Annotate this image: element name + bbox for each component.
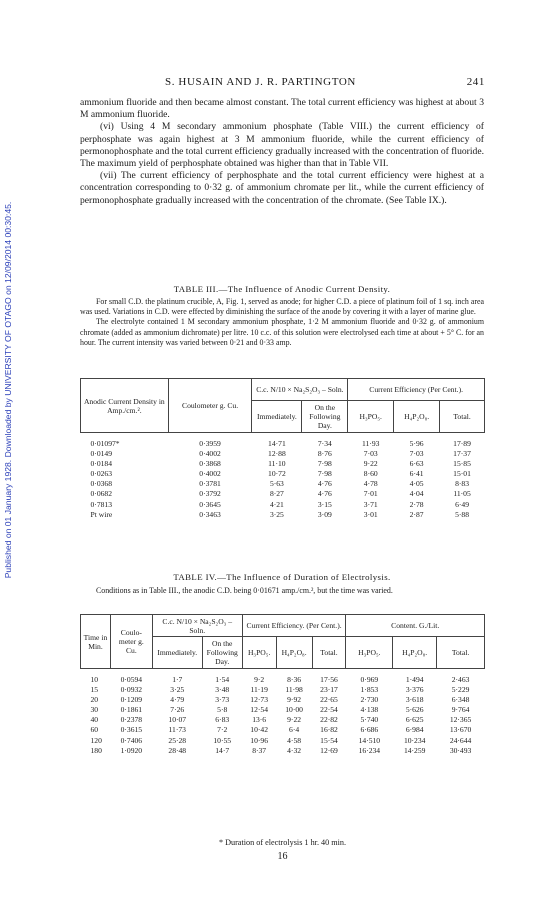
table-row (81, 500, 485, 510)
table-cell: 15·54 (320, 735, 338, 745)
table-row (81, 746, 485, 756)
table-cell: 25·28 (168, 735, 187, 745)
table-cell: 8·37 (252, 745, 267, 755)
table-cell: 5·8 (217, 705, 228, 715)
table-cell: 8·27 (269, 489, 284, 499)
table-row (81, 705, 485, 715)
table-row (81, 489, 485, 499)
table-3-caption: TABLE III.—The Influence of Anodic Current Density. (173, 284, 391, 294)
paragraph: (vii) The current efficiency of perphosphate and the total current efficiency were highest at a concentration corresponding to 0·32 g. of ammonium chromate per lit., while the current efficiency of permonophosphate gradually increased with the concentration of the chromate. (See Table IX.). (80, 170, 484, 206)
col-following-day: On the Following Day. (202, 637, 242, 669)
table-row (81, 685, 485, 695)
table-row (81, 736, 485, 746)
table-cell: 3·618 (405, 695, 424, 705)
table-cell: 16·82 (320, 725, 338, 735)
table-cell: 60 (90, 725, 99, 735)
table-cell: 2·78 (409, 499, 424, 509)
table-3-notes (80, 297, 484, 348)
table-3-note: The electrolyte contained 1 M secondary ammonium phosphate, 1·2 M ammonium fluoride and 0·32 g. of ammonium chromate (added as ammonium dichromate) per litre. 10 c.c. of this solution were electrolysed each time at about + 5° C. for an hour. The current intensity was varied between 0·21 and 0·33 amp. (80, 317, 484, 347)
table-cell: 8·76 (317, 449, 332, 459)
col-following-day: On the Following Day. (302, 401, 348, 433)
table-cell: 1·54 (215, 675, 230, 684)
table-cell: 4·76 (317, 479, 332, 489)
running-header-authors: S. HUSAIN AND J. R. PARTINGTON (165, 76, 356, 88)
table-4-notes (80, 586, 484, 596)
table-cell: 10·96 (250, 735, 269, 745)
table-row (81, 715, 485, 725)
table-cell: 14·71 (268, 439, 286, 448)
table-cell: 5·88 (455, 509, 469, 519)
table-cell: 8·36 (287, 675, 302, 684)
table-cell: 11·05 (453, 489, 471, 499)
table-cell: 0·3781 (199, 479, 221, 489)
table-cell: 22·65 (320, 695, 338, 705)
table-cell: 4·05 (409, 479, 424, 489)
table-cell: 7·98 (317, 459, 332, 469)
table-cell: 10·234 (403, 735, 426, 745)
table-cell: 120 (90, 735, 102, 745)
table-cell: 0·4002 (199, 449, 221, 459)
download-notice (2, 130, 14, 650)
table-row (81, 433, 485, 450)
table-cell: 3·25 (269, 509, 284, 519)
table-cell: 13·670 (449, 725, 472, 735)
table-cell: 4·32 (287, 745, 302, 755)
col-content: Content. G./Lit. (346, 615, 485, 637)
table-cell: 23·17 (320, 685, 338, 695)
table-cell: 9·22 (363, 459, 378, 469)
table-cell: 11·93 (362, 439, 380, 448)
table-cell: 3·376 (405, 685, 424, 695)
table-cell: 30·493 (449, 745, 472, 755)
table-row (81, 510, 485, 520)
table-cell: 7·2 (217, 725, 228, 735)
table-cell: 4·76 (317, 489, 332, 499)
table-cell: 11·19 (250, 685, 268, 695)
table-cell: 0·0932 (120, 685, 143, 695)
table-cell: 180 (90, 745, 102, 755)
table-cell: 0·0594 (120, 675, 143, 684)
paragraph: ammonium fluoride and then became almost constant. The total current efficiency was highest at about 3 M ammonium fluoride. (80, 97, 484, 121)
col-total: Total. (312, 637, 346, 669)
table-cell: 9·2 (254, 675, 265, 684)
table-cell: 7·34 (317, 439, 332, 448)
table-cell: 9·92 (287, 695, 302, 705)
table-cell: 6·348 (451, 695, 470, 705)
table-cell: 3·01 (363, 509, 378, 519)
table-row (81, 469, 485, 479)
table-3 (80, 378, 485, 520)
col-h3po5: H₃PO₅. (348, 401, 394, 433)
col-current-efficiency: Current Efficiency (Per Cent.). (348, 379, 485, 401)
body-text (80, 97, 484, 207)
page-number: 241 (466, 76, 485, 88)
table-cell: 17·56 (320, 675, 338, 684)
table-cell: 2·730 (360, 695, 379, 705)
table-cell: 5·96 (409, 439, 424, 448)
table-4-body (81, 669, 485, 756)
table-cell: 30 (90, 705, 99, 715)
table-cell: 0·969 (360, 675, 379, 684)
col-anodic-current-density: Anodic Current Density in Amp./cm.². (81, 379, 169, 433)
table-cell: 1·494 (405, 675, 424, 684)
table-cell: 0·3868 (199, 459, 221, 469)
table-cell: 16·234 (358, 745, 381, 755)
col-content-total: Total. (437, 637, 485, 669)
table-row (81, 459, 485, 469)
table-cell: 5·626 (405, 705, 424, 715)
table-cell: 13·6 (252, 715, 267, 725)
col-immediately: Immediately. (252, 401, 302, 433)
table-cell: 4·78 (363, 479, 378, 489)
table-3-note: For small C.D. the platinum crucible, A, Fig. 1, served as anode; for higher C.D. a piece of platinum foil of 1 sq. inch area was used. Variations in C.D. were effected by diminishing the surface of the anode by covering it with a layer of marine glue. (80, 297, 484, 317)
table-cell: 11·73 (168, 725, 186, 735)
table-cell: 2·463 (451, 675, 470, 684)
table-cell: 15·01 (453, 469, 471, 479)
table-cell: 2·87 (409, 509, 424, 519)
table-cell: 6·83 (215, 715, 230, 725)
table-cell: 15·85 (453, 459, 471, 469)
table-cell: 0·1209 (120, 695, 143, 705)
table-row (81, 669, 485, 686)
table-cell: 0·2378 (120, 715, 143, 725)
table-cell: 3·09 (317, 509, 332, 519)
page-footer-number: 16 (277, 851, 288, 862)
table-cell: 0·0368 (90, 479, 113, 489)
col-thiosulphate: C.c. N/10 × Na₂S₂O₃ – Soln. (152, 615, 242, 637)
table-cell: 0·7813 (90, 499, 113, 509)
download-notice-text: Published on 01 January 1928. Downloaded by UNIVERSITY OF OTAGO on 12/09/2014 00:30:45. (3, 201, 13, 579)
col-content-h3po5: H₃PO₅. (346, 637, 393, 669)
table-cell: 4·138 (360, 705, 379, 715)
table-cell: 28·48 (168, 745, 187, 755)
table-cell: 3·48 (215, 685, 230, 695)
table-cell: 7·03 (409, 449, 424, 459)
table-cell: 22·82 (320, 715, 338, 725)
table-cell: 0·0184 (90, 459, 113, 469)
table-cell: 4·79 (170, 695, 185, 705)
table-cell: 1·7 (172, 675, 183, 684)
table-cell: 12·73 (250, 695, 269, 705)
table-cell: 0·7406 (120, 735, 143, 745)
table-cell: 5·63 (269, 479, 284, 489)
table-cell: 1·853 (360, 685, 379, 695)
table-row (81, 479, 485, 489)
table-cell: 12·69 (320, 745, 338, 755)
col-time: Time in Min. (81, 615, 111, 669)
table-cell: 8·83 (455, 479, 469, 489)
table-cell: 7·01 (363, 489, 378, 499)
table-cell: 6·4 (289, 725, 300, 735)
table-cell: 7·26 (170, 705, 185, 715)
table-4 (80, 614, 485, 756)
table-cell: 9·764 (451, 705, 470, 715)
table-cell: 10·07 (168, 715, 187, 725)
table-cell: 22·54 (320, 705, 338, 715)
col-current-efficiency: Current Efficiency. (Per Cent.). (242, 615, 346, 637)
footnote: * Duration of electrolysis 1 hr. 40 min. (218, 838, 347, 847)
table-cell: 40 (90, 715, 99, 725)
table-cell: 0·4002 (199, 469, 221, 479)
table-cell: 0·01097* (90, 439, 120, 448)
paragraph: (vi) Using 4 M secondary ammonium phosphate (Table VIII.) the current efficiency of perphosphate was again highest at 3 M ammonium fluoride, while the current efficiency of permonophosphate and the total current efficiency gradually increased with the concentration of fluoride. The maximum yield of perphosphate obtained was higher than that in Table VII. (80, 121, 484, 170)
table-cell: 0·3645 (199, 499, 221, 509)
table-row (81, 725, 485, 735)
col-h4p2o8: H₄P₂O₈. (276, 637, 312, 669)
table-cell: 5·740 (360, 715, 379, 725)
table-cell: 0·3463 (199, 509, 221, 519)
table-cell: 3·15 (317, 499, 332, 509)
table-3-body (81, 433, 485, 520)
table-cell: 7·98 (317, 469, 332, 479)
table-cell: 20 (90, 695, 99, 705)
table-cell: 17·37 (453, 449, 471, 459)
table-cell: 10 (90, 675, 99, 684)
table-cell: 0·1861 (120, 705, 143, 715)
table-cell: 7·03 (363, 449, 378, 459)
table-cell: 12·54 (250, 705, 269, 715)
table-cell: 12·365 (449, 715, 472, 725)
table-cell: 6·41 (409, 469, 424, 479)
table-cell: 17·89 (453, 439, 471, 448)
table-cell: 15 (90, 685, 99, 695)
table-cell: 10·00 (285, 705, 303, 715)
table-cell: 3·25 (170, 685, 185, 695)
table-cell: 1·0920 (120, 745, 143, 755)
table-cell: 10·72 (268, 469, 286, 479)
table-cell: 6·49 (455, 499, 469, 509)
table-cell: 11·10 (268, 459, 286, 469)
table-4-caption: TABLE IV.—The Influence of Duration of Electrolysis. (173, 572, 391, 582)
col-thiosulphate: C.c. N/10 × Na₂S₂O₃ – Soln. (252, 379, 348, 401)
table-cell: 6·984 (405, 725, 424, 735)
table-cell: 0·3615 (120, 725, 143, 735)
table-cell: 0·3792 (199, 489, 221, 499)
table-cell: 8·60 (363, 469, 378, 479)
table-cell: 24·644 (449, 735, 472, 745)
col-total: Total. (440, 401, 485, 433)
table-cell: 14·7 (215, 745, 230, 755)
col-content-h4p2o8: H₄P₂O₈. (393, 637, 437, 669)
table-cell: 0·0263 (90, 469, 113, 479)
table-cell: Pt wire (90, 509, 113, 519)
table-cell: 3·73 (215, 695, 230, 705)
table-row (81, 449, 485, 459)
table-cell: 4·58 (287, 735, 302, 745)
table-4-note: Conditions as in Table III., the anodic C.D. being 0·01671 amp./cm.², but the time was varied. (96, 586, 393, 595)
col-immediately: Immediately. (152, 637, 202, 669)
col-h4p2o8: H₄P₂O₈. (394, 401, 440, 433)
table-cell: 11·98 (285, 685, 303, 695)
table-cell: 12·88 (268, 449, 286, 459)
table-cell: 0·0149 (90, 449, 113, 459)
table-cell: 0·0682 (90, 489, 113, 499)
table-cell: 6·686 (360, 725, 379, 735)
table-cell: 3·71 (363, 499, 378, 509)
table-cell: 4·21 (269, 499, 284, 509)
table-cell: 0·3959 (199, 439, 221, 448)
col-coulometer: Coulometer g. Cu. (168, 379, 252, 433)
table-cell: 10·55 (213, 735, 232, 745)
table-cell: 14·510 (358, 735, 381, 745)
table-cell: 10·42 (250, 725, 269, 735)
table-cell: 5·229 (451, 685, 470, 695)
table-cell: 9·22 (287, 715, 302, 725)
table-row (81, 695, 485, 705)
table-cell: 6·625 (405, 715, 424, 725)
table-cell: 4·04 (409, 489, 424, 499)
table-cell: 14·259 (403, 745, 426, 755)
col-coulometer: Coulo-meter g. Cu. (110, 615, 152, 669)
table-cell: 6·63 (409, 459, 424, 469)
col-h3po5: H₃PO₅. (242, 637, 276, 669)
